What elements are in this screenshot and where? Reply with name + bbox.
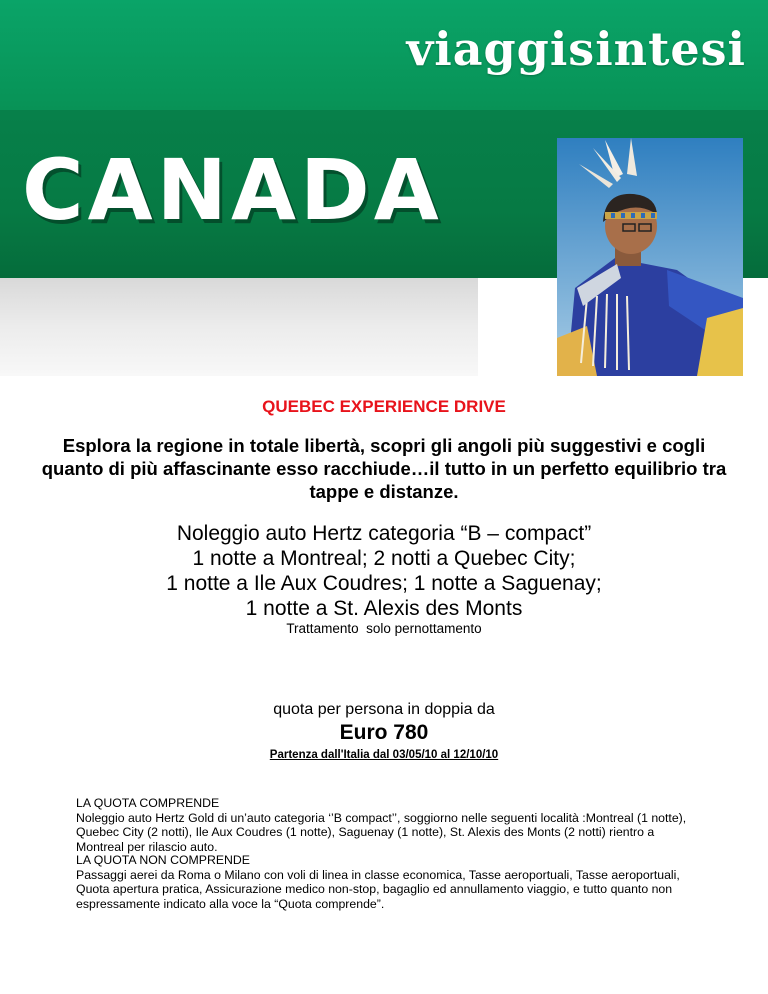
excludes-heading: LA QUOTA NON COMPRENDE xyxy=(76,853,251,867)
destination-title: CANADA xyxy=(22,141,443,239)
itinerary-line: Noleggio auto Hertz categoria “B – compact” xyxy=(176,522,592,545)
header-band xyxy=(0,0,768,110)
treatment-note: Trattamento solo pernottamento xyxy=(286,621,482,636)
tour-title: QUEBEC EXPERIENCE DRIVE xyxy=(262,397,506,416)
itinerary-line: 1 notte a Montreal; 2 notti a Quebec City; xyxy=(192,547,576,570)
includes-text: Noleggio auto Hertz Gold di un’auto categoria ‘’B compact’’, soggiorno nelle seguenti località :Montreal (1 notte), Quebec City (2 notti), Ile Aux Coudres (1 notte), Saguenay (1 notte), St. Alexis des Monts (2 notti) rientro a Montreal per rilascio auto. xyxy=(76,810,687,854)
dancer-photo xyxy=(557,138,743,376)
includes-section xyxy=(76,796,696,854)
itinerary-line: 1 notte a Ile Aux Coudres; 1 notte a Saguenay; xyxy=(166,572,602,595)
itinerary-line: 1 notte a St. Alexis des Monts xyxy=(245,597,523,620)
excludes-section xyxy=(76,853,696,911)
brand-logo: viaggisintesi xyxy=(406,22,746,76)
itinerary xyxy=(40,521,728,621)
price: Euro 780 xyxy=(339,721,429,744)
band-shadow xyxy=(0,278,478,376)
excludes-text: Passaggi aerei da Roma o Milano con voli di linea in classe economica, Tasse aeroportuali, Tasse aeroportuali, Quota apertura pratica, Assicurazione medico non-stop, bagaglio ed annullamento viaggio, e tutto quanto non espressamente indicato alla voce la “Quota comprende”. xyxy=(76,867,680,911)
quote-label: quota per persona in doppia da xyxy=(273,701,495,718)
includes-heading: LA QUOTA COMPRENDE xyxy=(76,796,220,810)
departure-dates: Partenza dall'Italia dal 03/05/10 al 12/10/10 xyxy=(269,749,499,761)
tour-tagline: Esplora la regione in totale libertà, scopri gli angoli più suggestivi e cogli quanto di più affascinante esso racchiude…il tutto in un perfetto equilibrio tra tappe e distanze. xyxy=(41,435,727,502)
